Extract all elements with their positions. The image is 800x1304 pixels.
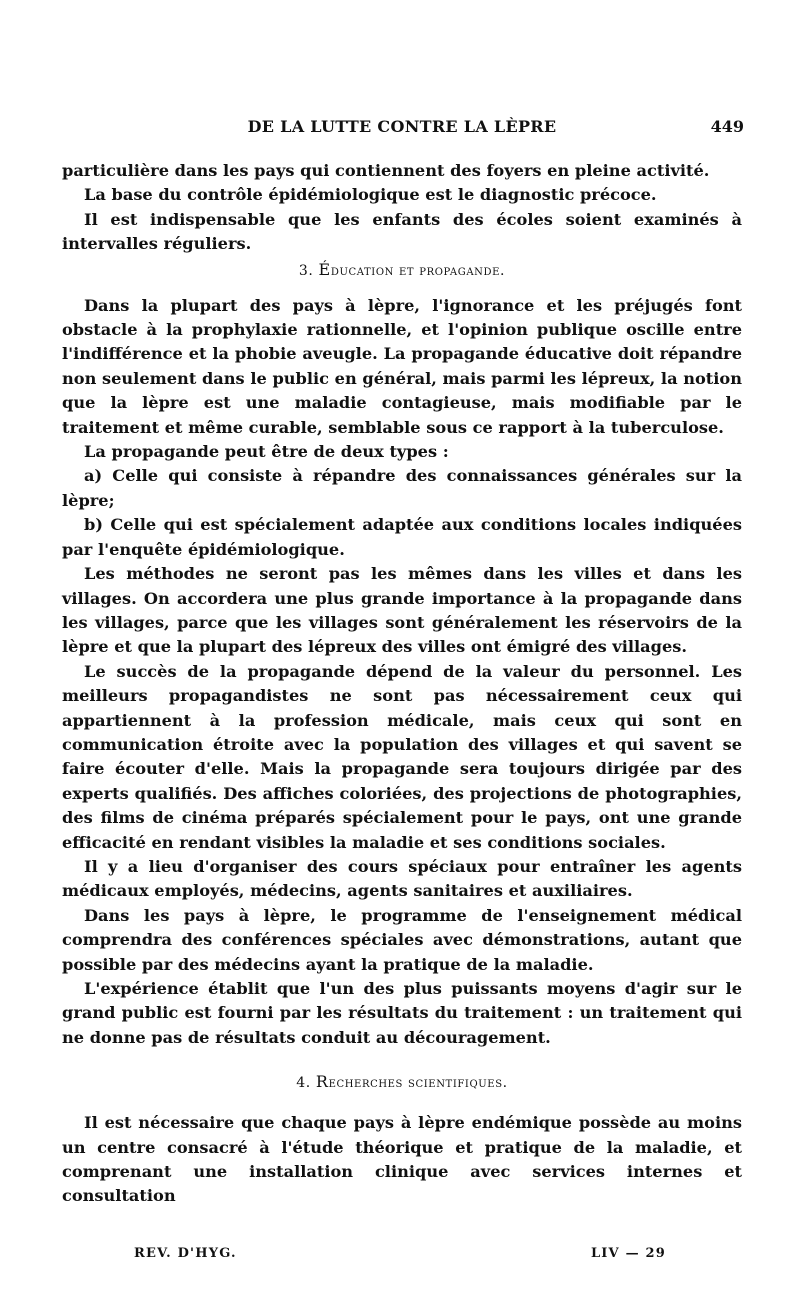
paragraph: Il est nécessaire que chaque pays à lèpre endémique possède au moins un centre consacré à l'étude théorique et pratique de la maladie, et comprenant une installation clinique avec services internes et consultation [62, 1113, 742, 1206]
paragraph: L'expérience établit que l'un des plus puissants moyens d'agir sur le grand public est fourni par les résultats du traitement : un traitement qui ne donne pas de résultats conduit au découragement. [62, 979, 742, 1047]
paragraph: particulière dans les pays qui contiennent des foyers en pleine activité. [62, 161, 710, 180]
journal-signature: REV. D'HYG. [134, 1246, 237, 1261]
section-initial: R [315, 1072, 329, 1092]
section-initial: É [318, 259, 331, 279]
section-heading-3 [62, 260, 742, 279]
body-text [62, 159, 742, 1209]
section-heading-4 [62, 1072, 742, 1091]
paragraph: Il y a lieu d'organiser des cours spéciaux pour entraîner les agents médicaux employés, médecins, agents sanitaires et auxiliaires. [62, 856, 742, 901]
paragraph: Dans les pays à lèpre, le programme de l'enseignement médical comprendra des conférences spéciales avec démonstrations, autant que possible par des médecins ayant la pratique de la maladie. [62, 905, 742, 974]
section-number: 3. [298, 262, 314, 279]
list-item-b: b) Celle qui est spécialement adaptée aux conditions locales indiquées par l'enquête épidémiologique. [62, 515, 742, 559]
paragraph: Il est indispensable que les enfants des écoles soient examinés à intervalles réguliers. [62, 209, 742, 254]
signature-mark: LIV — 29 [590, 1246, 666, 1261]
running-head [60, 117, 744, 139]
paragraph: La propagande peut être de deux types : [84, 442, 449, 462]
running-title: DE LA LUTTE CONTRE LA LÈPRE [247, 117, 557, 136]
section-title: echerches scientifiques. [328, 1075, 508, 1092]
list-item-a: a) Celle qui consiste à répandre des connaissances générales sur la lèpre; [62, 466, 742, 510]
paragraph: Dans la plupart des pays à lèpre, l'ignorance et les préjugés font obstacle à la prophylaxie rationnelle, et l'opinion publique oscille entre l'indifférence et la phobie aveugle. La propagande éducative doit répandre non seulement dans le public en général, mais parmi les lépreux, la notion que la lèpre est une maladie contagieuse, mais modifiable par le traitement et même curable, semblable sous ce rapport à la tuberculose. [62, 295, 742, 437]
paragraph: Les méthodes ne seront pas les mêmes dans les villes et dans les villages. On accordera une plus grande importance à la propagande dans les villages, parce que les villages sont généralement les réservoirs de la lèpre et que la plupart des lépreux des villes ont émigré des villages. [62, 564, 742, 657]
section-title: ducation et propagande. [330, 262, 506, 279]
page-footer [134, 1246, 666, 1266]
section-number: 4. [296, 1075, 311, 1092]
paragraph: La base du contrôle épidémiologique est le diagnostic précoce. [84, 185, 657, 205]
page-number: 449 [710, 117, 744, 136]
paragraph: Le succès de la propagande dépend de la valeur du personnel. Les meilleurs propagandistes ne sont pas nécessairement ceux qui appartiennent à la profession médicale, mais ceux qui sont en communication étroite avec la population des villages et qui savent se faire écouter d'elle. Mais la propagande sera toujours dirigée par des experts qualifiés. Des affiches coloriées, des projections de photographies, des films de cinéma préparés spécialement pour le pays, ont une grande efficacité en rendant visibles la maladie et ses conditions sociales. [62, 661, 742, 852]
